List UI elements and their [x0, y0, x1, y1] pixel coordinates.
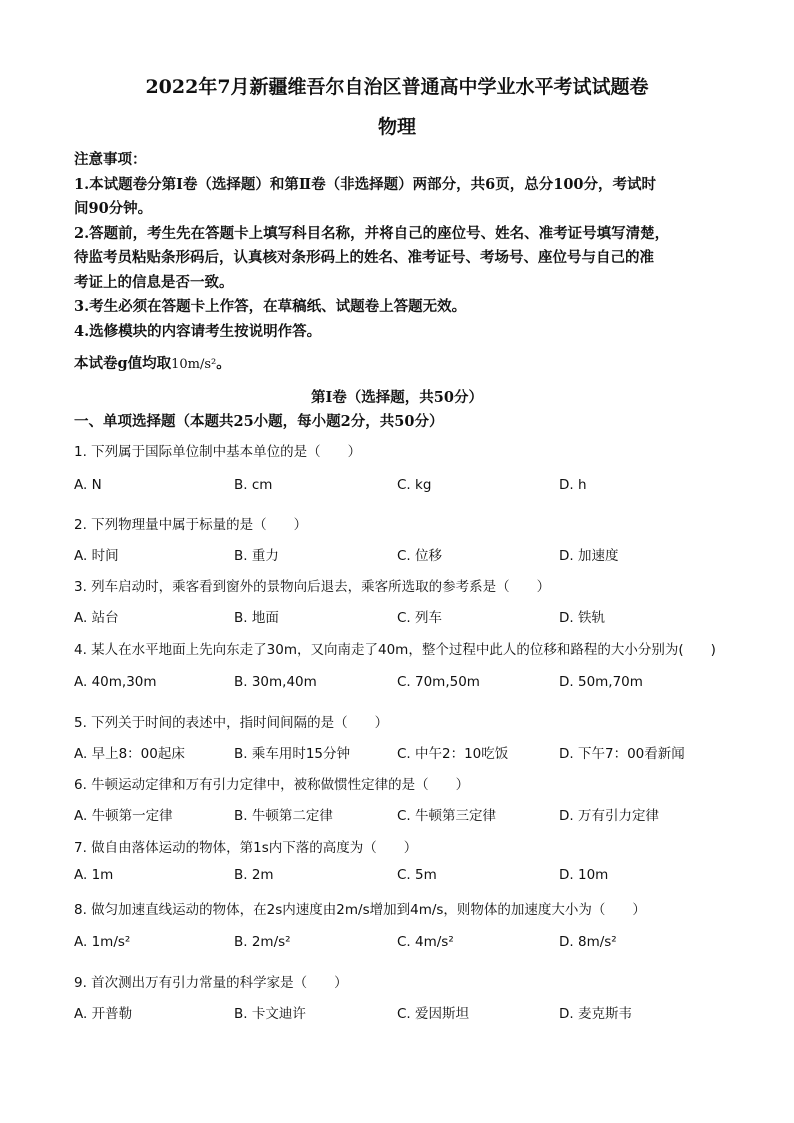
gravity-suffix: 。 — [216, 355, 231, 372]
gravity-prefix: 本试卷g值均取 — [74, 355, 172, 372]
option-d: D. 万有引力定律 — [559, 808, 659, 824]
question-options — [74, 867, 754, 887]
exam-title: 2022年7月新疆维吾尔自治区普通高中学业水平考试试题卷 — [145, 76, 649, 98]
option-c: C. 5m — [397, 867, 437, 883]
option-a: A. 牛顿第一定律 — [74, 808, 173, 824]
option-d: D. 铁轨 — [559, 610, 605, 626]
notes-line: 间90分钟。 — [74, 200, 153, 217]
question-stem: 8. 做匀加速直线运动的物体，在2s内速度由2m/s增加到4m/s，则物体的加速度大小为（ ） — [74, 902, 646, 918]
option-d: D. 8m/s² — [559, 934, 617, 950]
option-c: C. 位移 — [397, 548, 443, 564]
option-d: D. 下午7：00看新闻 — [559, 746, 685, 762]
question-options — [74, 606, 754, 626]
question-options — [74, 544, 754, 564]
option-a: A. 1m — [74, 867, 114, 883]
question-stem: 9. 首次测出万有引力常量的科学家是（ ） — [74, 975, 348, 991]
option-d: D. 10m — [559, 867, 609, 883]
notes-line: 1.本试题卷分第Ⅰ卷（选择题）和第Ⅱ卷（非选择题）两部分，共6页，总分100分，考试时 — [74, 175, 656, 193]
gravity-value: 10m/s² — [171, 357, 217, 372]
section-title: 第Ⅰ卷（选择题，共50分） — [311, 389, 483, 406]
question-options — [74, 742, 754, 762]
option-b: B. 卡文迪许 — [234, 1006, 306, 1022]
notes-heading: 注意事项： — [74, 151, 147, 168]
option-a: A. 40m,30m — [74, 674, 157, 690]
notes-line: 待监考员粘贴条形码后，认真核对条形码上的姓名、准考证号、考场号、座位号与自己的准 — [74, 249, 654, 266]
option-b: B. 地面 — [234, 610, 279, 626]
question-stem: 4. 某人在水平地面上先向东走了30m，又向南走了40m，整个过程中此人的位移和路程的大小分别为( ) — [74, 642, 716, 658]
notes-line: 2.答题前，考生先在答题卡上填写科目名称，并将自己的座位号、姓名、准考证号填写清楚， — [74, 224, 670, 242]
question-stem: 2. 下列物理量中属于标量的是（ ） — [74, 517, 308, 533]
question-options — [74, 1002, 754, 1022]
notes-line: 4.选修模块的内容请考生按说明作答。 — [74, 322, 322, 340]
option-d: D. 麦克斯韦 — [559, 1006, 632, 1022]
option-a: A. N — [74, 477, 102, 493]
option-b: B. 30m,40m — [234, 674, 317, 690]
notes-line: 考证上的信息是否一致。 — [74, 273, 234, 291]
question-stem: 1. 下列属于国际单位制中基本单位的是（ ） — [74, 444, 362, 460]
question-stem: 5. 下列关于时间的表述中，指时间间隔的是（ ） — [74, 715, 389, 731]
option-a: A. 1m/s² — [74, 934, 131, 950]
option-a: A. 开普勒 — [74, 1006, 133, 1022]
option-d: D. h — [559, 477, 587, 493]
option-c: C. 70m,50m — [397, 674, 480, 690]
notes-section — [74, 148, 734, 344]
option-b: B. 乘车用时15分钟 — [234, 746, 351, 762]
question-options — [74, 804, 754, 824]
question-options — [74, 674, 754, 694]
option-a: A. 站台 — [74, 610, 119, 626]
question-stem: 6. 牛顿运动定律和万有引力定律中，被称做惯性定律的是（ ） — [74, 777, 470, 793]
option-d: D. 加速度 — [559, 548, 619, 564]
notes-line: 3.考生必须在答题卡上作答，在草稿纸、试题卷上答题无效。 — [74, 298, 467, 315]
option-a: A. 时间 — [74, 548, 119, 564]
option-c: C. 爱因斯坦 — [397, 1006, 470, 1022]
option-a: A. 早上8：00起床 — [74, 746, 185, 762]
question-stem: 7. 做自由落体运动的物体，第1s内下落的高度为（ ） — [74, 840, 418, 856]
option-c: C. 牛顿第三定律 — [397, 808, 497, 824]
subject-title: 物理 — [377, 116, 416, 138]
question-stem: 3. 列车启动时，乘客看到窗外的景物向后退去，乘客所选取的参考系是（ ） — [74, 579, 551, 595]
option-c: C. 4m/s² — [397, 934, 454, 950]
option-b: B. 重力 — [234, 548, 279, 564]
question-options — [74, 934, 754, 954]
part-heading: 一、单项选择题（本题共25小题，每小题2分，共50分） — [74, 413, 444, 430]
question-options — [74, 477, 754, 497]
gravity-note — [74, 352, 231, 373]
option-b: B. 牛顿第二定律 — [234, 808, 333, 824]
option-c: C. kg — [397, 477, 432, 493]
option-c: C. 中午2：10吃饭 — [397, 746, 509, 762]
option-b: B. 2m — [234, 867, 274, 883]
option-b: B. cm — [234, 477, 273, 493]
option-c: C. 列车 — [397, 610, 443, 626]
option-d: D. 50m,70m — [559, 674, 643, 690]
option-b: B. 2m/s² — [234, 934, 291, 950]
